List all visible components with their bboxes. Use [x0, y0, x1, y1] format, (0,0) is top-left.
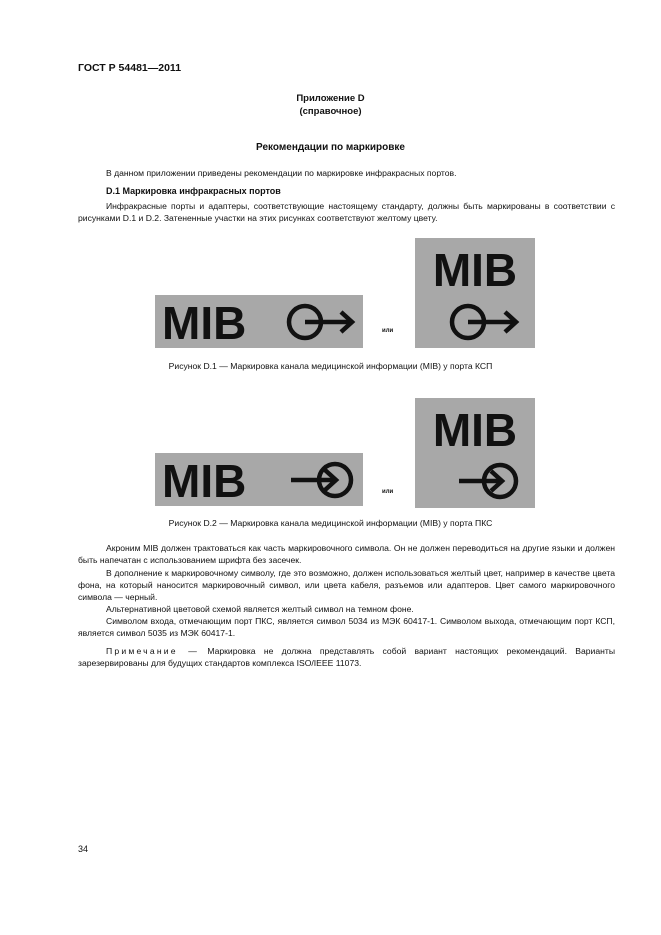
body-text-1: Инфракрасные порты и адаптеры, соответствующие настоящему стандарту, должны быть маркированы в соответствии с рисунками D.1 и D.2. Затененные участки на этих рисунках соответствуют желтому цвету.: [78, 201, 615, 224]
page-number: 34: [78, 844, 89, 854]
figure-d2-caption: Рисунок D.2 — Маркировка канала медицинской информации (MIB) у порта ПКС: [168, 518, 493, 528]
subsection-heading: D.1 Маркировка инфракрасных портов: [106, 186, 281, 196]
body-paragraph-3: [78, 567, 615, 604]
note-paragraph: [78, 645, 615, 669]
figure-d2-or-label: или: [382, 489, 394, 495]
mib-output-symbol-horizontal: [155, 295, 363, 348]
section-title: Рекомендации по маркировке: [256, 142, 405, 153]
body-text-4: Альтернативной цветовой схемой является желтый символ на темном фоне.: [106, 604, 414, 614]
mib-input-symbol-horizontal: [155, 453, 363, 506]
document-header: ГОСТ Р 54481—2011: [78, 62, 182, 74]
appendix-type: (справочное): [299, 106, 362, 117]
body-paragraph-4: [78, 603, 615, 615]
mark-text: MIB: [432, 404, 518, 456]
body-paragraph-2: [78, 542, 615, 566]
body-paragraph-1: [78, 200, 615, 224]
intro-text: В данном приложении приведены рекомендации по маркировке инфракрасных портов.: [106, 168, 457, 178]
mib-output-symbol-vertical: [415, 238, 535, 348]
mark-text: MIB: [432, 244, 518, 296]
intro-paragraph: [78, 167, 615, 179]
figure-d2-horizontal-mark: [155, 453, 363, 506]
mark-text: MIB: [162, 297, 247, 348]
figure-d1-horizontal-mark: [155, 295, 363, 348]
body-text-5: Символом входа, отмечающим порт ПКС, является символ 5034 из МЭК 60417-1. Символом выхода, отмечающим порт КСП, является символ 5035 из МЭК 60417-1.: [78, 616, 615, 639]
note-text: Маркировка не должна представлять собой вариант настоящих рекомендаций. Варианты зарезервированы для будущих стандартов комплекса ISO/IEEE 11073.: [78, 646, 615, 669]
figure-d1-vertical-mark: [415, 238, 535, 348]
body-text-3: В дополнение к маркировочному символу, где это возможно, должен использоваться желтый цвет, например в качестве цвета фона, на который наносится маркировочный символ, или цвета кабеля, разъемов или адаптеров. Цвет самого маркировочного символа — черный.: [78, 568, 615, 603]
figure-d1-caption: Рисунок D.1 — Маркировка канала медицинской информации (MIB) у порта КСП: [168, 361, 493, 371]
mark-text: MIB: [162, 455, 247, 506]
appendix-title: Приложение D: [296, 93, 365, 104]
body-text-2: Акроним MIB должен трактоваться как часть маркировочного символа. Он не должен переводиться на другие языки и должен быть напечатан с использованием шрифта без засечек.: [78, 543, 615, 566]
figure-d2-vertical-mark: [415, 398, 535, 508]
body-paragraph-5: [78, 615, 615, 639]
mib-input-symbol-vertical: [415, 398, 535, 508]
figure-d1-or-label: или: [382, 328, 394, 334]
note-body: [78, 645, 615, 669]
note-label: Примечание —: [106, 646, 200, 656]
